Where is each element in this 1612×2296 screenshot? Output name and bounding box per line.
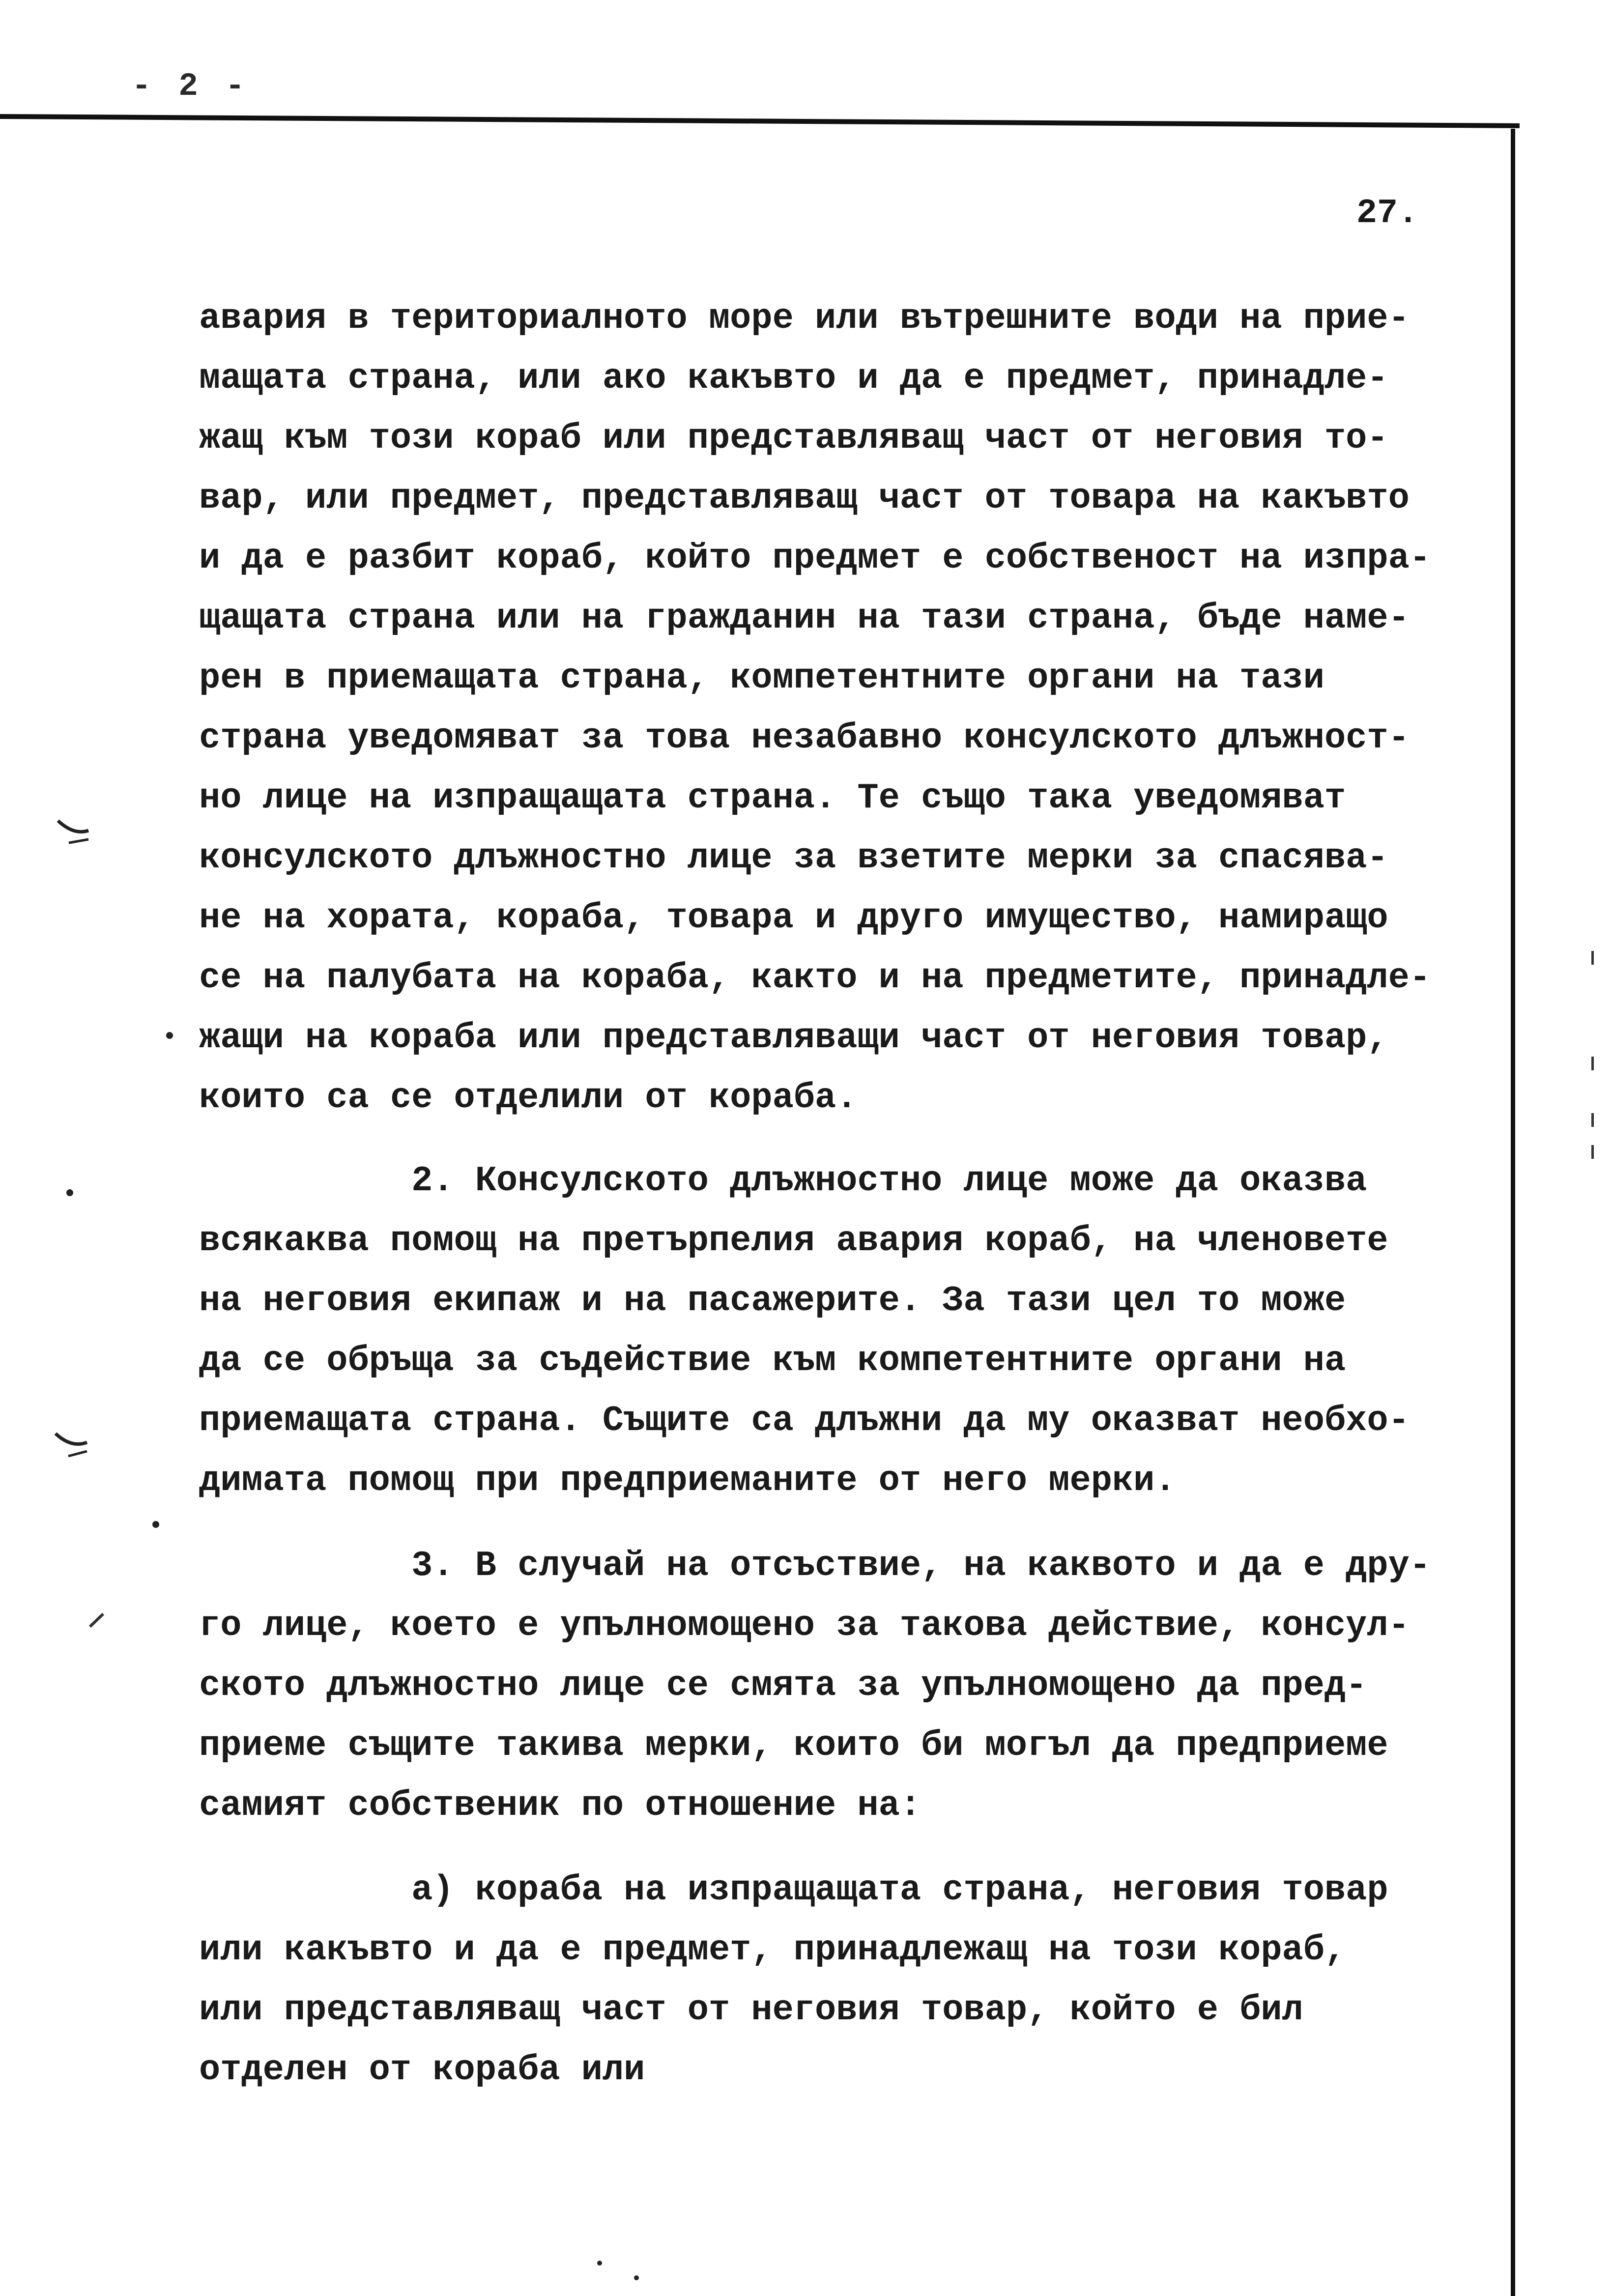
frame-right-line <box>1511 129 1515 2296</box>
right-margin-dash <box>1591 951 1594 965</box>
margin-dot <box>597 2261 602 2266</box>
top-page-mark: - 2 - <box>132 68 249 105</box>
paragraph-3: 3. В случай на отсъствие, на каквото и да е дру- го лице, което е упълномощено за такова действие, консул- ското длъжностно лице се смята за упълномощено да пред- приеме същите такива мерки, които би могъл да предприеме самият собственик по отношение на: <box>199 1546 1431 1826</box>
right-margin-dash <box>1591 1113 1594 1127</box>
margin-dot <box>152 1521 159 1528</box>
margin-dot <box>66 1189 73 1196</box>
page-number: 27. <box>1356 194 1419 233</box>
margin-dot <box>166 1032 173 1039</box>
paragraph-1: авария в териториалното море или вътрешните води на прие- мащата страна, или ако какъвто и да е предмет, принадле- жащ към този кораб или представляващ част от неговия то- вар, или предмет, представляващ част от товара на какъвто и да е разбит кораб, който предмет е собственост на изпра- щащата страна или на гражданин на тази страна, бъде наме- рен в приемащата страна, компетентните органи на тази страна уведомяват за това незабавно консулското длъжност- но лице на изпращащата страна. Те също така уведомяват консулското длъжностно лице за взетите мерки за спасява- не на хората, кораба, товара и друго имущество, намиращо се на палубата на кораба, както и на предметите, принадле- жащи на кораба или представляващи част от неговия товар, които са се отделили от кораба. <box>199 298 1431 1118</box>
paragraph-2: 2. Консулското длъжностно лице може да оказва всякаква помощ на претърпелия авария кораб, на членовете на неговия екипаж и на пасажерите. За тази цел то може да се обръща за съдействие към компетентните органи на приемащата страна. Същите са длъжни да му оказват необхо- димата помощ при предприеманите от него мерки. <box>199 1161 1410 1501</box>
margin-dot <box>634 2275 639 2280</box>
right-margin-dash <box>1591 1145 1594 1159</box>
frame-top-line <box>0 114 1520 128</box>
margin-tick-mark <box>81 1607 120 1641</box>
margin-bracket-mark <box>54 816 93 850</box>
right-margin-dash <box>1591 1057 1594 1070</box>
paragraph-4: а) кораба на изпращащата страна, неговия товар или какъвто и да е предмет, принадлежащ на този кораб, или представляващ част от неговия товар, който е бил отделен от кораба или <box>199 1870 1388 2090</box>
margin-bracket-mark <box>52 1428 91 1462</box>
